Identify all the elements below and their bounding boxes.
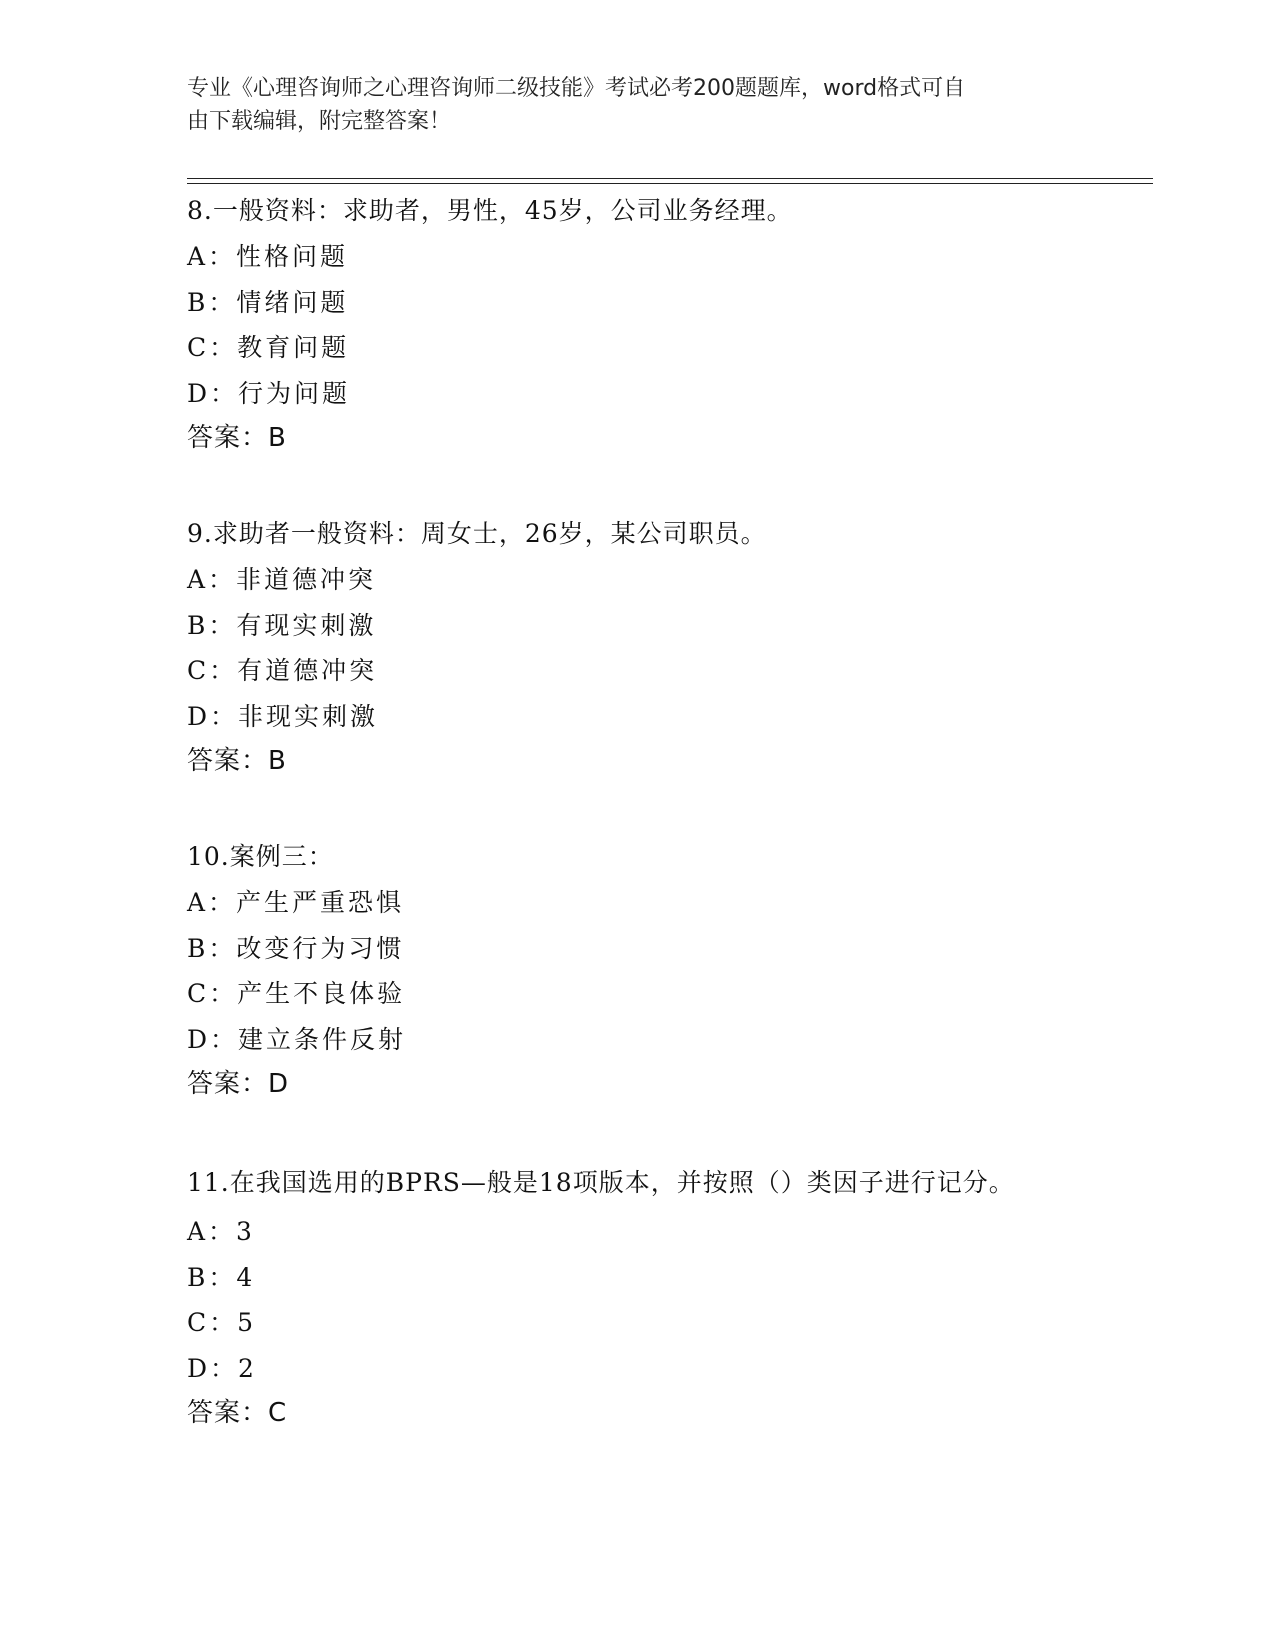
header-line-1: 专业《心理咨询师之心理咨询师二级技能》考试必考200题题库，word格式可自 (187, 76, 966, 101)
question-8 (187, 188, 1087, 461)
answer-text: 答案：D (187, 1069, 290, 1099)
question-text: 9.求助者一般资料：周女士，26岁，某公司职员。 (187, 519, 767, 548)
option-c: C：产生不良体验 (187, 979, 406, 1008)
answer-text: 答案：B (187, 746, 287, 776)
header-divider-bottom (187, 183, 1153, 184)
question-text: 10.案例三： (187, 842, 334, 871)
option-c: C：5 (187, 1308, 257, 1337)
option-d: D：非现实刺激 (187, 701, 379, 731)
header-divider-top (187, 178, 1153, 179)
option-b: B：情绪问题 (187, 287, 349, 317)
option-d: D：行为问题 (187, 378, 351, 408)
option-a: A：性格问题 (187, 242, 349, 271)
answer-text: 答案：C (187, 1398, 288, 1428)
option-b: B：4 (187, 1262, 256, 1292)
option-a: A：非道德冲突 (187, 565, 377, 594)
option-a: A：产生严重恐惧 (187, 888, 405, 917)
option-b: B：改变行为习惯 (187, 933, 405, 963)
question-10 (187, 834, 1087, 1107)
option-d: D：2 (187, 1353, 257, 1383)
option-d: D：建立条件反射 (187, 1024, 407, 1054)
question-11 (187, 1157, 1087, 1436)
question-list (187, 188, 1087, 1486)
question-9 (187, 511, 1087, 784)
question-text: 11.在我国选用的BPRS—般是18项版本，并按照（）类因子进行记分。 (187, 1168, 1015, 1197)
option-b: B：有现实刺激 (187, 610, 377, 640)
question-text: 8.一般资料：求助者，男性，45岁，公司业务经理。 (187, 196, 793, 225)
option-c: C：教育问题 (187, 333, 350, 362)
document-header (187, 72, 1067, 138)
header-line-2: 由下载编辑，附完整答案！ (187, 109, 452, 134)
option-a: A：3 (187, 1217, 255, 1246)
option-c: C：有道德冲突 (187, 656, 378, 685)
answer-text: 答案：B (187, 423, 287, 453)
